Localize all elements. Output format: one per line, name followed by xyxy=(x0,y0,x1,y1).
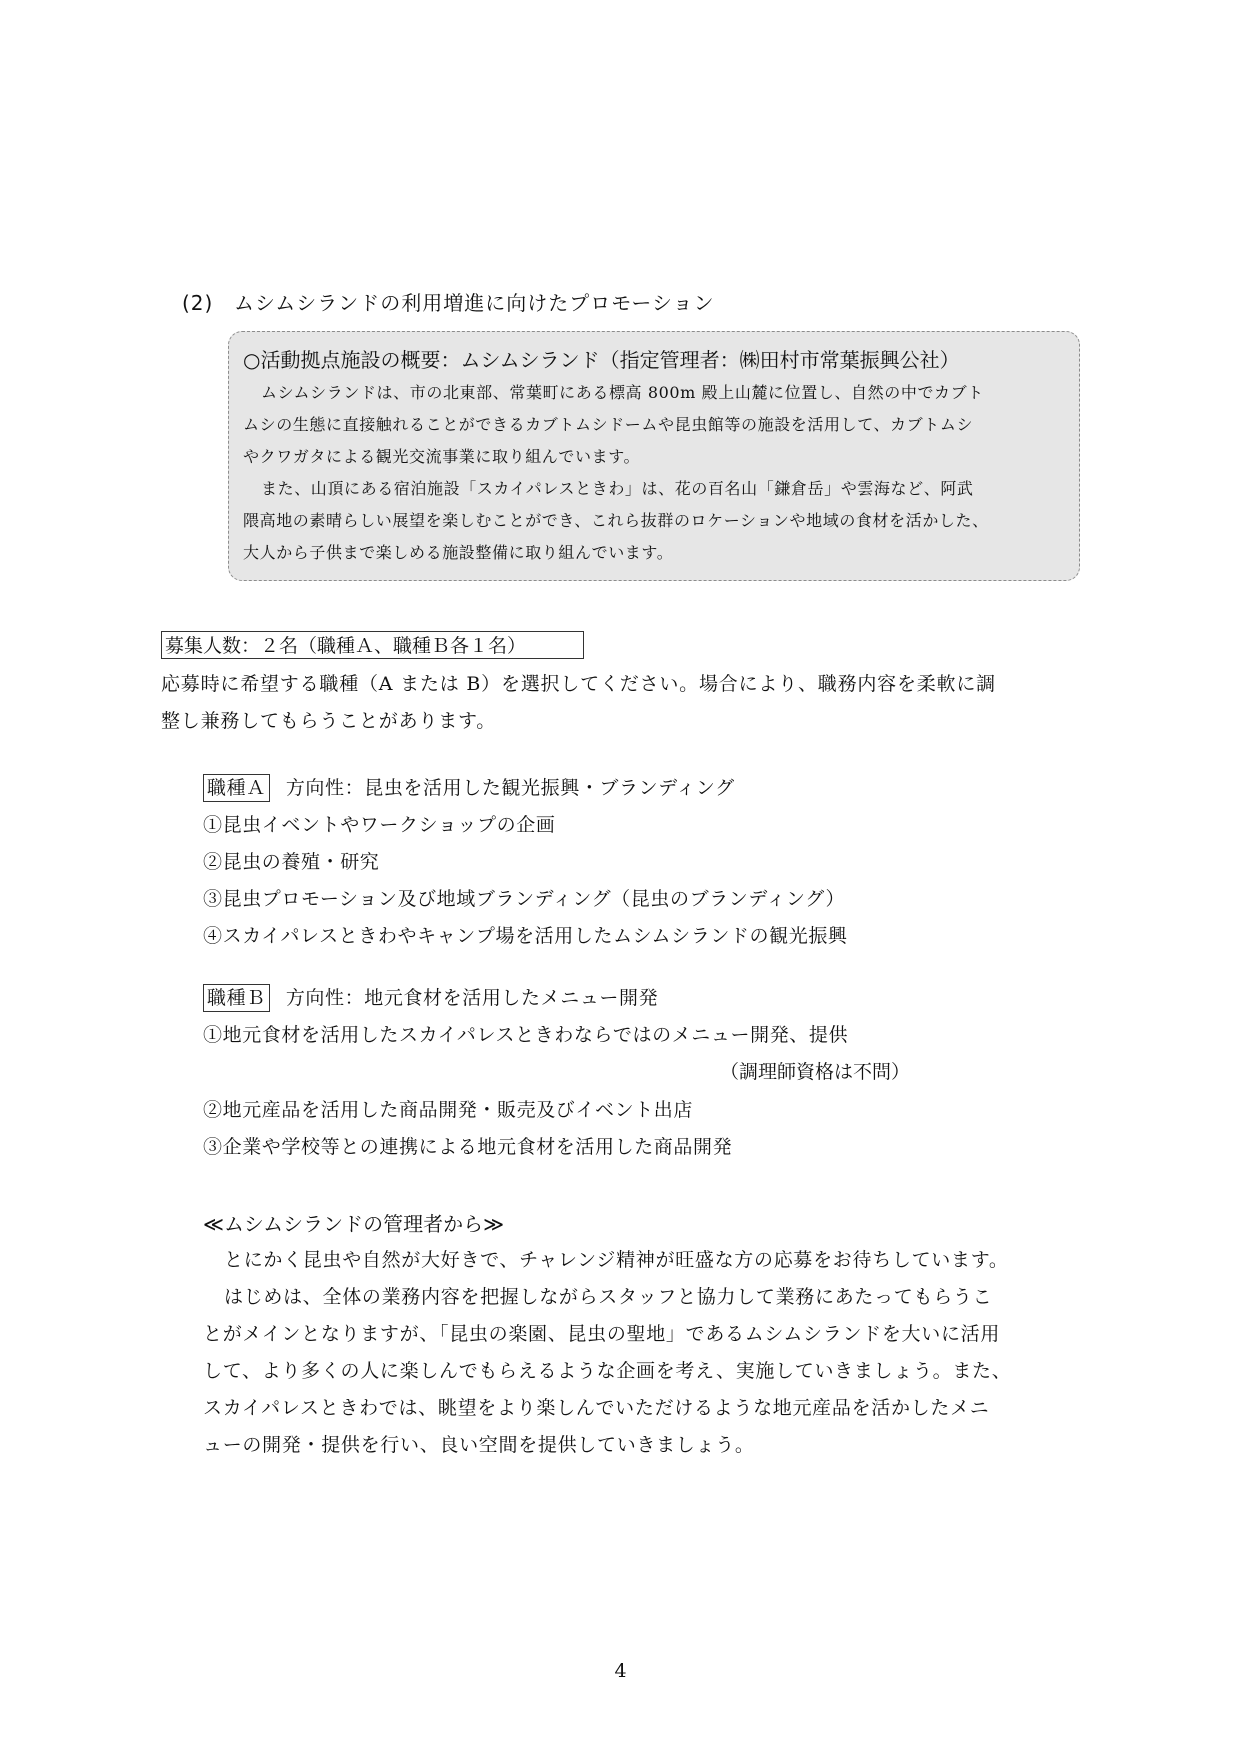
role-a-direction: 方向性：昆虫を活用した観光振興・ブランディング xyxy=(285,777,735,799)
recruitment-text-line: 整し兼務してもらうことがあります。 xyxy=(161,710,497,732)
overview-line: ムシの生態に直接触れることができるカブトムシドームや昆虫館等の施設を活用して、カブトムシ xyxy=(243,415,974,434)
manager-message-title: ≪ムシムシランドの管理者から≫ xyxy=(203,1212,505,1236)
overview-line: やクワガタによる観光交流事業に取り組んでいます。 xyxy=(243,447,641,466)
manager-message-line: スカイパレスときわでは、眺望をより楽しんでいただけるような地元産品を活かしたメニ xyxy=(203,1397,990,1419)
recruitment-count: 募集人数：２名（職種Ａ、職種Ｂ各１名） xyxy=(161,631,584,659)
manager-message-line: とがメインとなりますが、「昆虫の楽園、昆虫の聖地」であるムシムシランドを大いに活用 xyxy=(203,1323,1001,1345)
manager-message-line: とにかく昆虫や自然が大好きで、チャレンジ精神が旺盛な方の応募をお待ちしています。 xyxy=(224,1249,1009,1271)
overview-title: ○活動拠点施設の概要：ムシムシランド（指定管理者：㈱田村市常葉振興公社） xyxy=(243,348,960,372)
manager-message-line: はじめは、全体の業務内容を把握しながらスタッフと協力して業務にあたってもらうこ xyxy=(224,1286,993,1308)
role-b-item: ③企業や学校等との連携による地元食材を活用した商品開発 xyxy=(203,1136,733,1158)
role-a-tag: 職種Ａ xyxy=(203,774,270,802)
role-a-item: ①昆虫イベントやワークショップの企画 xyxy=(203,814,556,836)
page-number: 4 xyxy=(614,1660,627,1682)
section-title: ムシムシランドの利用増進に向けたプロモーション xyxy=(234,291,715,315)
section-heading xyxy=(182,287,715,316)
role-b-note: （調理師資格は不問） xyxy=(720,1061,911,1083)
role-a-item: ③昆虫プロモーション及び地域ブランディング（昆虫のブランディング） xyxy=(203,888,846,910)
role-b-item: ②地元産品を活用した商品開発・販売及びイベント出店 xyxy=(203,1099,694,1121)
role-b-direction: 方向性：地元食材を活用したメニュー開発 xyxy=(285,987,659,1009)
manager-message-line: して、より多くの人に楽しんでもらえるような企画を考え、実施していきましょう。また、 xyxy=(203,1360,1012,1382)
role-b-header xyxy=(203,983,658,1012)
role-a-item: ②昆虫の養殖・研究 xyxy=(203,851,380,873)
role-a-item: ④スカイパレスときわやキャンプ場を活用したムシムシランドの観光振興 xyxy=(203,925,848,947)
recruitment-text-line: 応募時に希望する職種（A または B）を選択してください。場合により、職務内容を柔軟に調 xyxy=(161,673,996,695)
overview-line: また、山頂にある宿泊施設「スカイパレスときわ」は、花の百名山「鎌倉岳」や雲海など、阿武 xyxy=(261,479,974,498)
overview-line: 大人から子供まで楽しめる施設整備に取り組んでいます。 xyxy=(243,543,674,562)
section-number: (2) xyxy=(182,291,214,315)
role-a-header xyxy=(203,773,735,802)
overview-line: ムシムシランドは、市の北東部、常葉町にある標高 800m 殿上山麓に位置し、自然の中でカブト xyxy=(261,383,984,402)
overview-box xyxy=(228,331,1080,581)
overview-line: 隈高地の素晴らしい展望を楽しむことができ、これら抜群のロケーションや地域の食材を活かした、 xyxy=(243,511,989,530)
manager-message-line: ューの開発・提供を行い、良い空間を提供していきましょう。 xyxy=(203,1434,755,1456)
role-b-item: ①地元食材を活用したスカイパレスときわならではのメニュー開発、提供 xyxy=(203,1024,849,1046)
role-b-tag: 職種Ｂ xyxy=(203,984,270,1012)
